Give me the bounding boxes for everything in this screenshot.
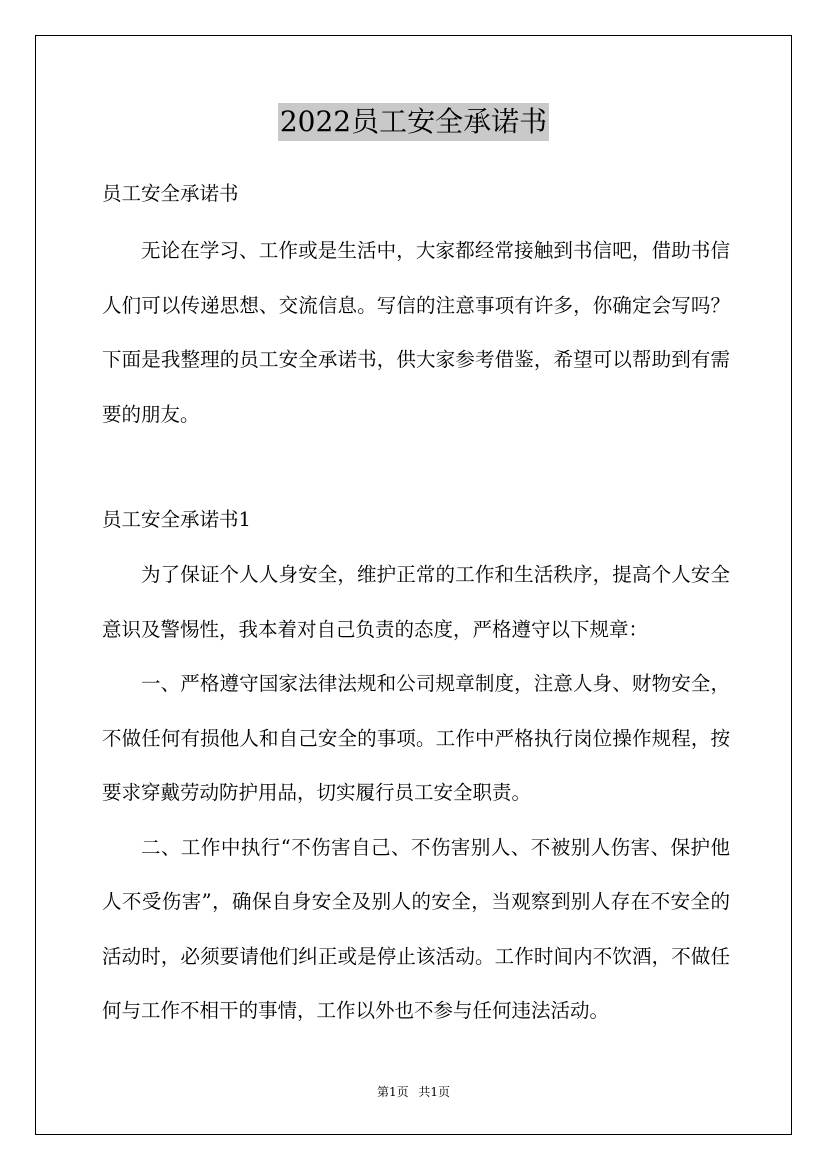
document-subtitle: 员工安全承诺书 [102,182,239,205]
section-spacer [102,442,730,502]
document-body [102,176,730,1039]
body-paragraph-1: 为了保证个人人身安全，维护正常的工作和生活秩序，提高个人安全意识及警惕性，我本着对自己负责的态度，严格遵守以下规章： [102,563,730,641]
page-number-total: 共1页 [418,1085,451,1099]
body-paragraph-2: 一、严格遵守国家法律法规和公司规章制度，注意人身、财物安全，不做任何有损他人和自己安全的事项。工作中严格执行岗位操作规程，按要求穿戴劳动防护用品，切实履行员工安全职责。 [102,672,730,804]
page-footer [0,1084,827,1100]
intro-paragraph: 无论在学习、工作或是生活中，大家都经常接触到书信吧，借助书信人们可以传递思想、交流信息。写信的注意事项有许多，你确定会写吗？下面是我整理的员工安全承诺书，供大家参考借鉴，希望可以帮助到有需要的朋友。 [102,239,730,426]
section-heading: 员工安全承诺书1 [102,508,251,531]
body-paragraph-3: 二、工作中执行“不伤害自己、不伤害别人、不被别人伤害、保护他人不受伤害”，确保自身安全及别人的安全，当观察到别人存在不安全的活动时，必须要请他们纠正或是停止该活动。工作时间内不饮酒，不做任何与工作不相干的事情，工作以外也不参与任何违法活动。 [102,835,730,1022]
document-title: 2022员工安全承诺书 [278,103,549,141]
page-number-current: 第1页 [376,1085,409,1099]
title-container [0,103,827,141]
